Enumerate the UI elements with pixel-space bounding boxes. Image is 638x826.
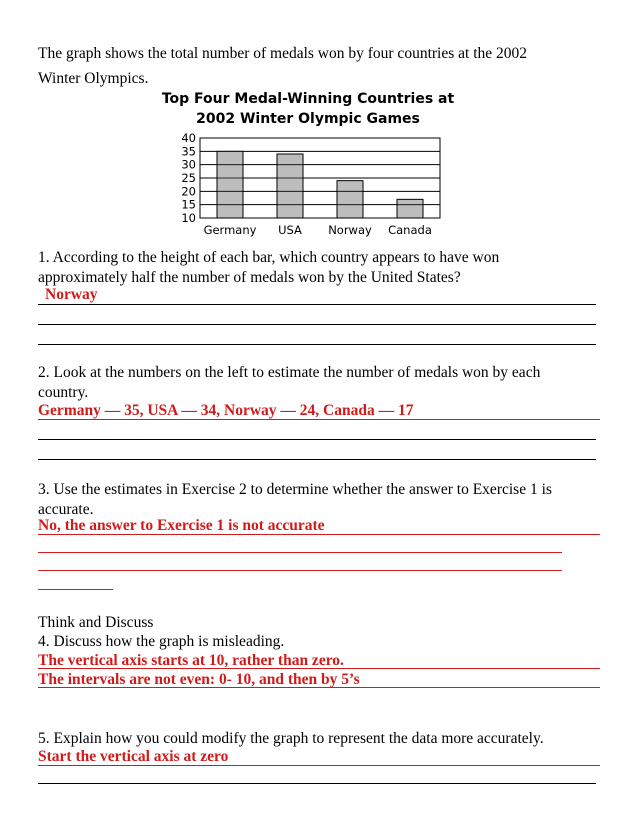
y-tick-label: 15: [181, 197, 196, 212]
q4-answer-1: The vertical axis starts at 10, rather than zero.: [38, 652, 344, 669]
q5-question: 5. Explain how you could modify the graph to represent the data more accurately.: [38, 730, 544, 747]
q2-answer-line-3: [38, 459, 596, 460]
x-category-label: USA: [278, 223, 302, 237]
q3-answer: No, the answer to Exercise 1 is not accurate: [38, 517, 325, 534]
q2-answer-line-2: [38, 439, 596, 440]
x-category-label: Norway: [328, 223, 372, 237]
q1-answer-line-1: [38, 304, 596, 305]
bar-usa: [277, 154, 303, 218]
y-tick-label: 10: [181, 211, 196, 225]
y-tick-label: 30: [181, 157, 196, 172]
q3-answer-line-2: [38, 552, 562, 553]
chart-title-line-1: Top Four Medal-Winning Countries at: [161, 91, 455, 107]
bar-canada: [397, 199, 423, 218]
intro-line-1: The graph shows the total number of medals won by four countries at the 2002: [38, 45, 527, 62]
think-discuss-heading: Think and Discuss: [38, 614, 154, 631]
y-tick-label: 20: [181, 184, 196, 199]
y-tick-label: 35: [181, 144, 196, 159]
q1-question-line-2: approximately half the number of medals won by the United States?: [38, 269, 461, 286]
bar-norway: [337, 181, 363, 218]
intro-line-2: Winter Olympics.: [38, 70, 149, 87]
q3-question-line-2: accurate.: [38, 501, 94, 518]
q4-answer-2-underline: [38, 687, 600, 688]
x-category-label: Germany: [203, 223, 257, 237]
q3-question-line-1: 3. Use the estimates in Exercise 2 to determine whether the answer to Exercise 1 is: [38, 481, 552, 498]
q5-answer-line-2: [38, 783, 596, 784]
q1-answer-line-2: [38, 324, 596, 325]
q2-answer-underline: [38, 419, 600, 420]
q2-answer: Germany — 35, USA — 34, Norway — 24, Canada — 17: [38, 402, 414, 419]
x-category-label: Canada: [388, 223, 432, 237]
q4-question: 4. Discuss how the graph is misleading.: [38, 633, 285, 650]
bar-germany: [217, 151, 243, 218]
q5-answer: Start the vertical axis at zero: [38, 748, 229, 765]
y-tick-label: 25: [181, 171, 196, 185]
q3-answer-line-3: [38, 570, 562, 571]
q5-answer-underline: [38, 765, 600, 766]
q3-answer-line-4: [38, 589, 113, 590]
q2-question-line-2: country.: [38, 384, 89, 401]
q3-answer-underline: [38, 534, 600, 535]
y-tick-label: 40: [181, 131, 196, 145]
chart-title-line-2: 2002 Winter Olympic Games: [196, 111, 420, 127]
q4-answer-2: The intervals are not even: 0- 10, and then by 5’s: [38, 671, 360, 688]
bar-chart: [150, 128, 450, 246]
q1-question-line-1: 1. According to the height of each bar, which country appears to have won: [38, 249, 500, 266]
q1-answer-line-3: [38, 344, 596, 345]
q1-answer: Norway: [45, 286, 98, 303]
q2-question-line-1: 2. Look at the numbers on the left to estimate the number of medals won by each: [38, 364, 541, 381]
